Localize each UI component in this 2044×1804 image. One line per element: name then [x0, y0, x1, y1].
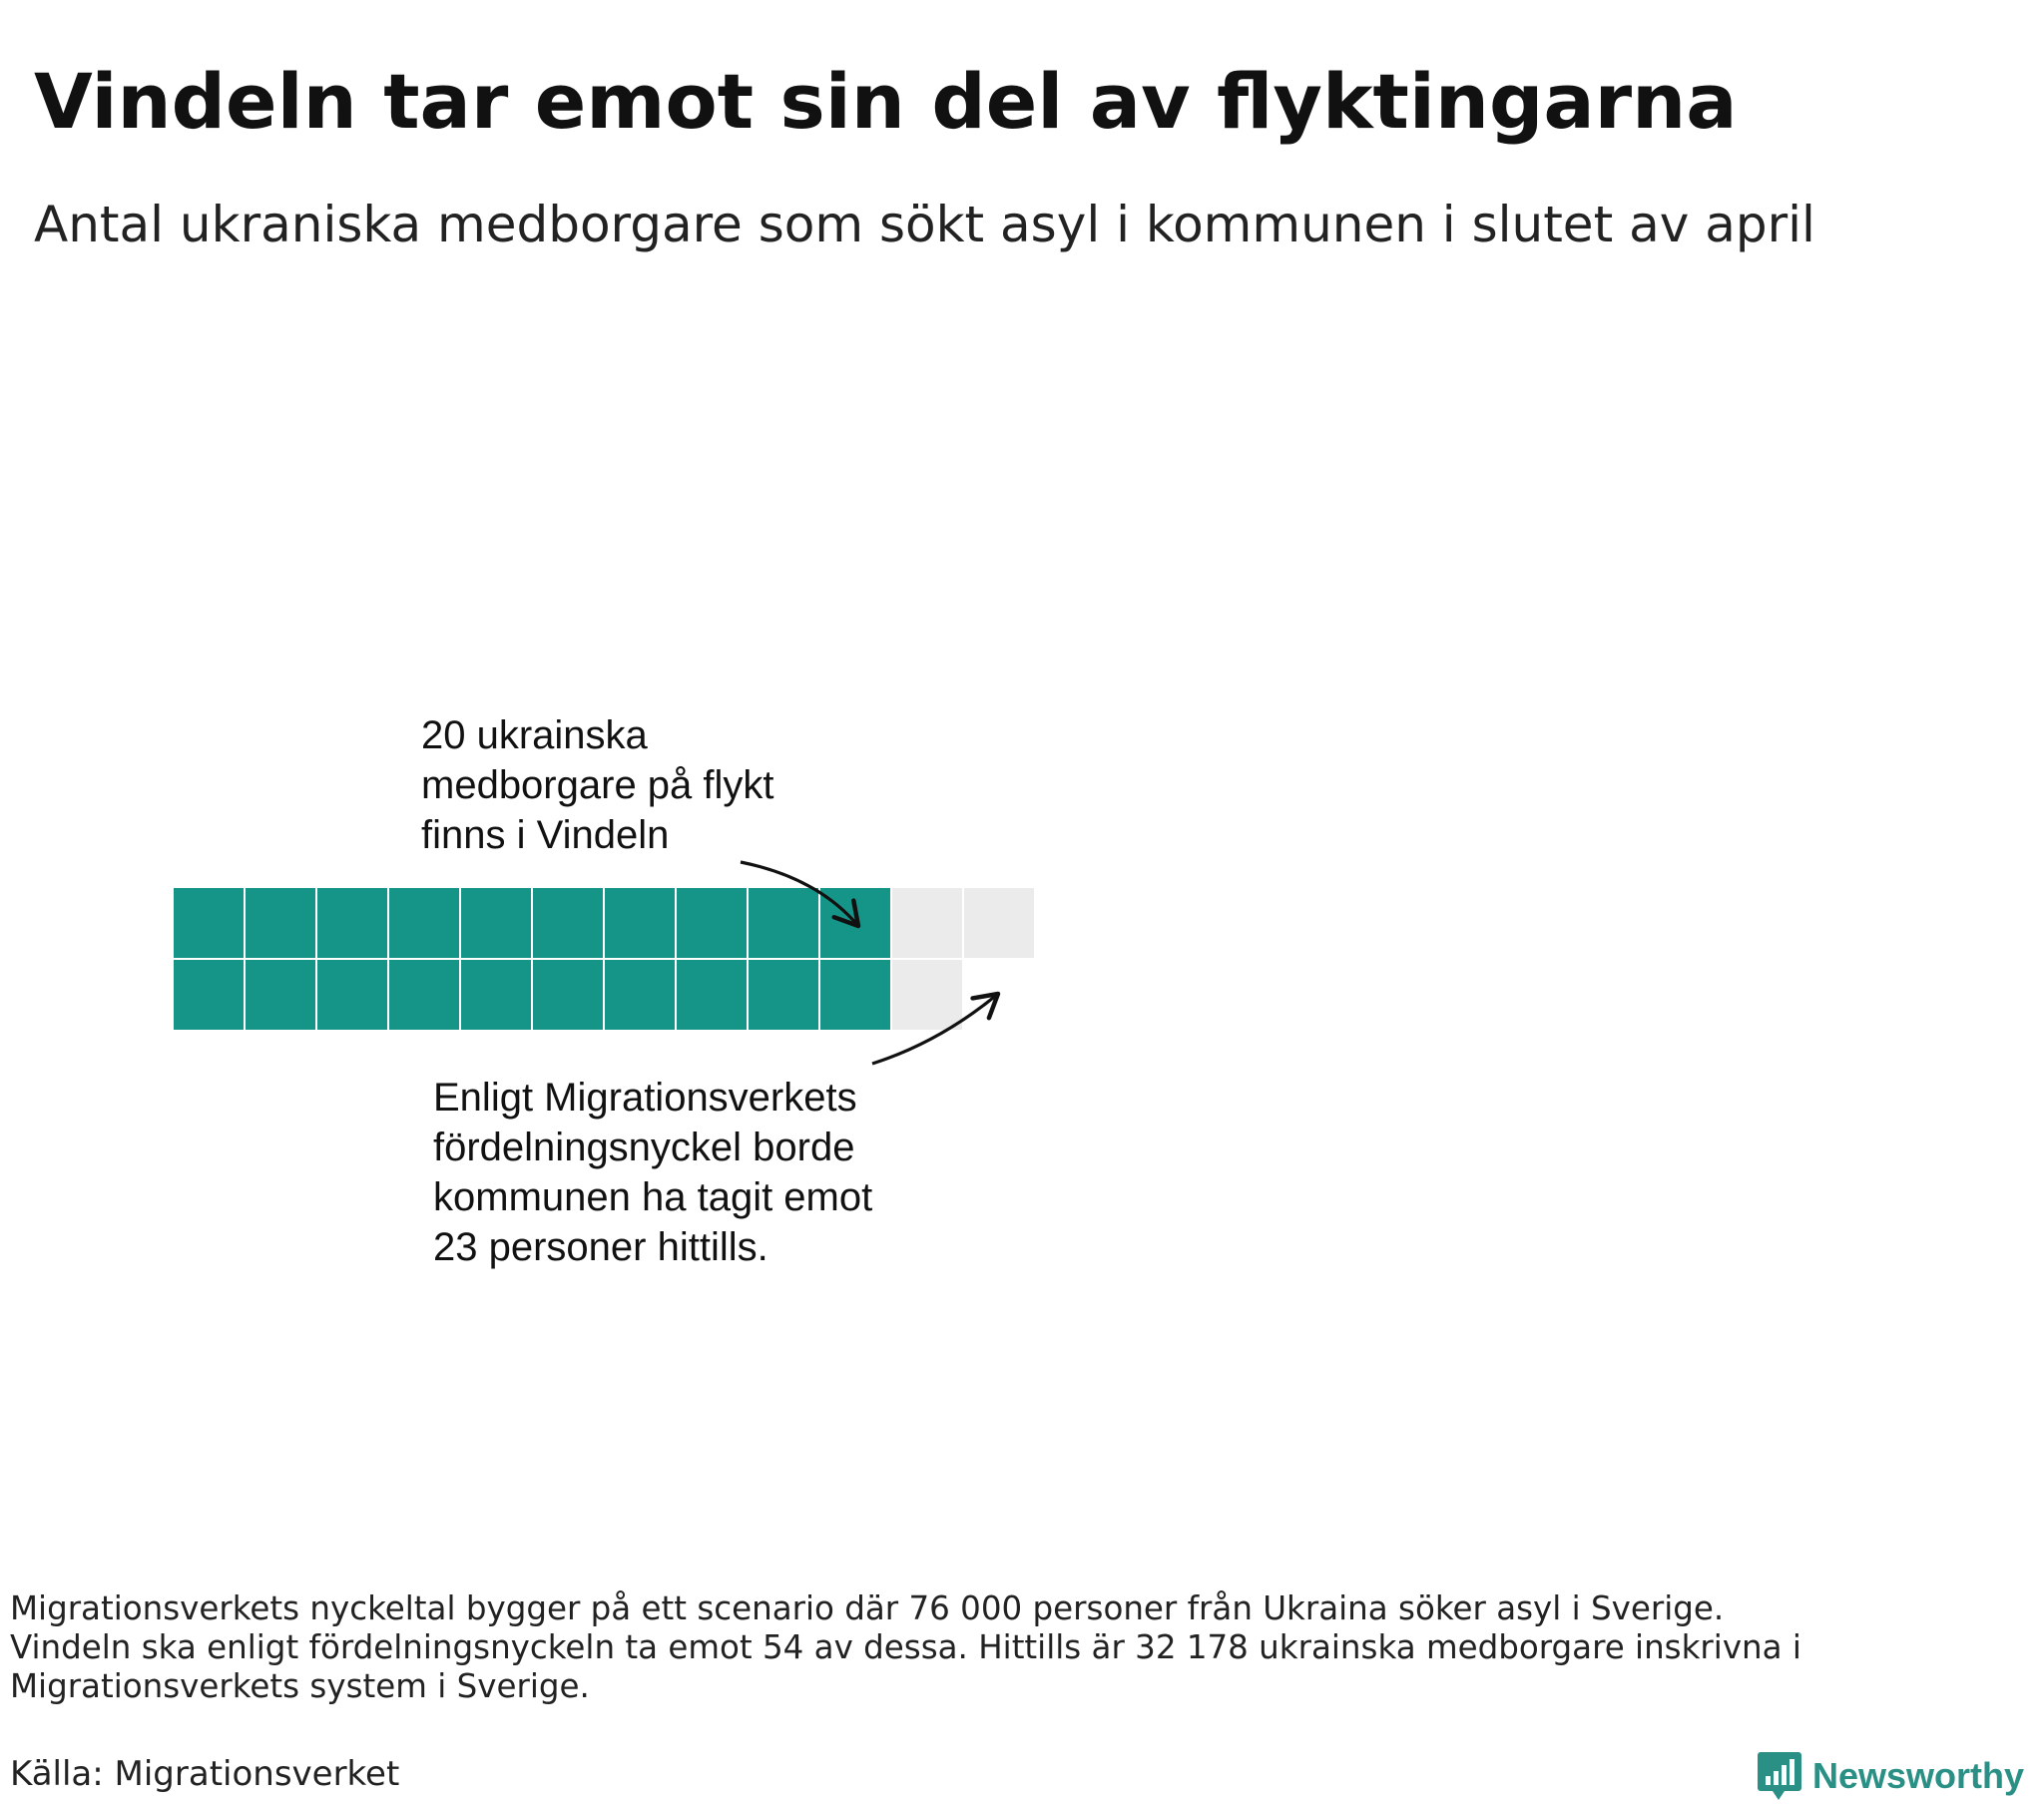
waffle-cell-received — [316, 959, 388, 1031]
waffle-cell-received — [460, 959, 532, 1031]
note-line: Migrationsverkets nyckeltal bygger på ett scenario där 76 000 personer från Ukraina söker asyl i Sverige. — [10, 1589, 1725, 1627]
waffle-cell-expected — [963, 887, 1035, 959]
annotation-line: 23 personer hittills. — [433, 1225, 768, 1269]
waffle-cell-received — [676, 887, 748, 959]
waffle-cell-received — [316, 887, 388, 959]
waffle-cell-received — [388, 959, 460, 1031]
waffle-cell-expected — [891, 887, 963, 959]
waffle-cell-received — [819, 959, 891, 1031]
annotation-line: kommunen ha tagit emot — [433, 1175, 873, 1219]
waffle-cell-received — [676, 959, 748, 1031]
chart-title: Vindeln tar emot sin del av flyktingarna — [34, 57, 1738, 146]
waffle-cell-received — [532, 959, 604, 1031]
bar-chart-speech-bubble-icon — [1757, 1750, 1802, 1802]
waffle-cell-received — [173, 887, 245, 959]
waffle-cell-expected — [891, 959, 963, 1031]
chart-source: Källa: Migrationsverket — [10, 1754, 400, 1794]
waffle-cell-received — [173, 959, 245, 1031]
waffle-cell-received — [388, 887, 460, 959]
waffle-cell-received — [748, 887, 819, 959]
note-line: Vindeln ska enligt fördelningsnyckeln ta emot 54 av dessa. Hittills är 32 178 ukrainska medborgare inskrivna i — [10, 1628, 1801, 1666]
annotation-line: finns i Vindeln — [421, 813, 670, 857]
waffle-cell-received — [460, 887, 532, 959]
waffle-cell-received — [532, 887, 604, 959]
chart-subtitle: Antal ukraniska medborgare som sökt asyl i kommunen i slutet av april — [34, 196, 1815, 253]
note-line: Migrationsverkets system i Sverige. — [10, 1667, 590, 1705]
waffle-cell-received — [245, 959, 316, 1031]
waffle-cell-received — [748, 959, 819, 1031]
chart-note — [10, 1589, 2006, 1706]
annotation-line: 20 ukrainska — [421, 713, 648, 757]
logo-text: Newsworthy — [1812, 1755, 2025, 1796]
annotation-line: Enligt Migrationsverkets — [433, 1076, 857, 1120]
waffle-cell-received — [245, 887, 316, 959]
annotation-expected — [433, 1076, 872, 1269]
annotation-line: fördelningsnyckel borde — [433, 1126, 855, 1169]
waffle-cell-received — [604, 959, 676, 1031]
annotation-line: medborgare på flykt — [421, 763, 774, 807]
annotation-received — [421, 713, 774, 857]
waffle-cells — [173, 887, 1035, 1031]
waffle-cell-received — [604, 887, 676, 959]
